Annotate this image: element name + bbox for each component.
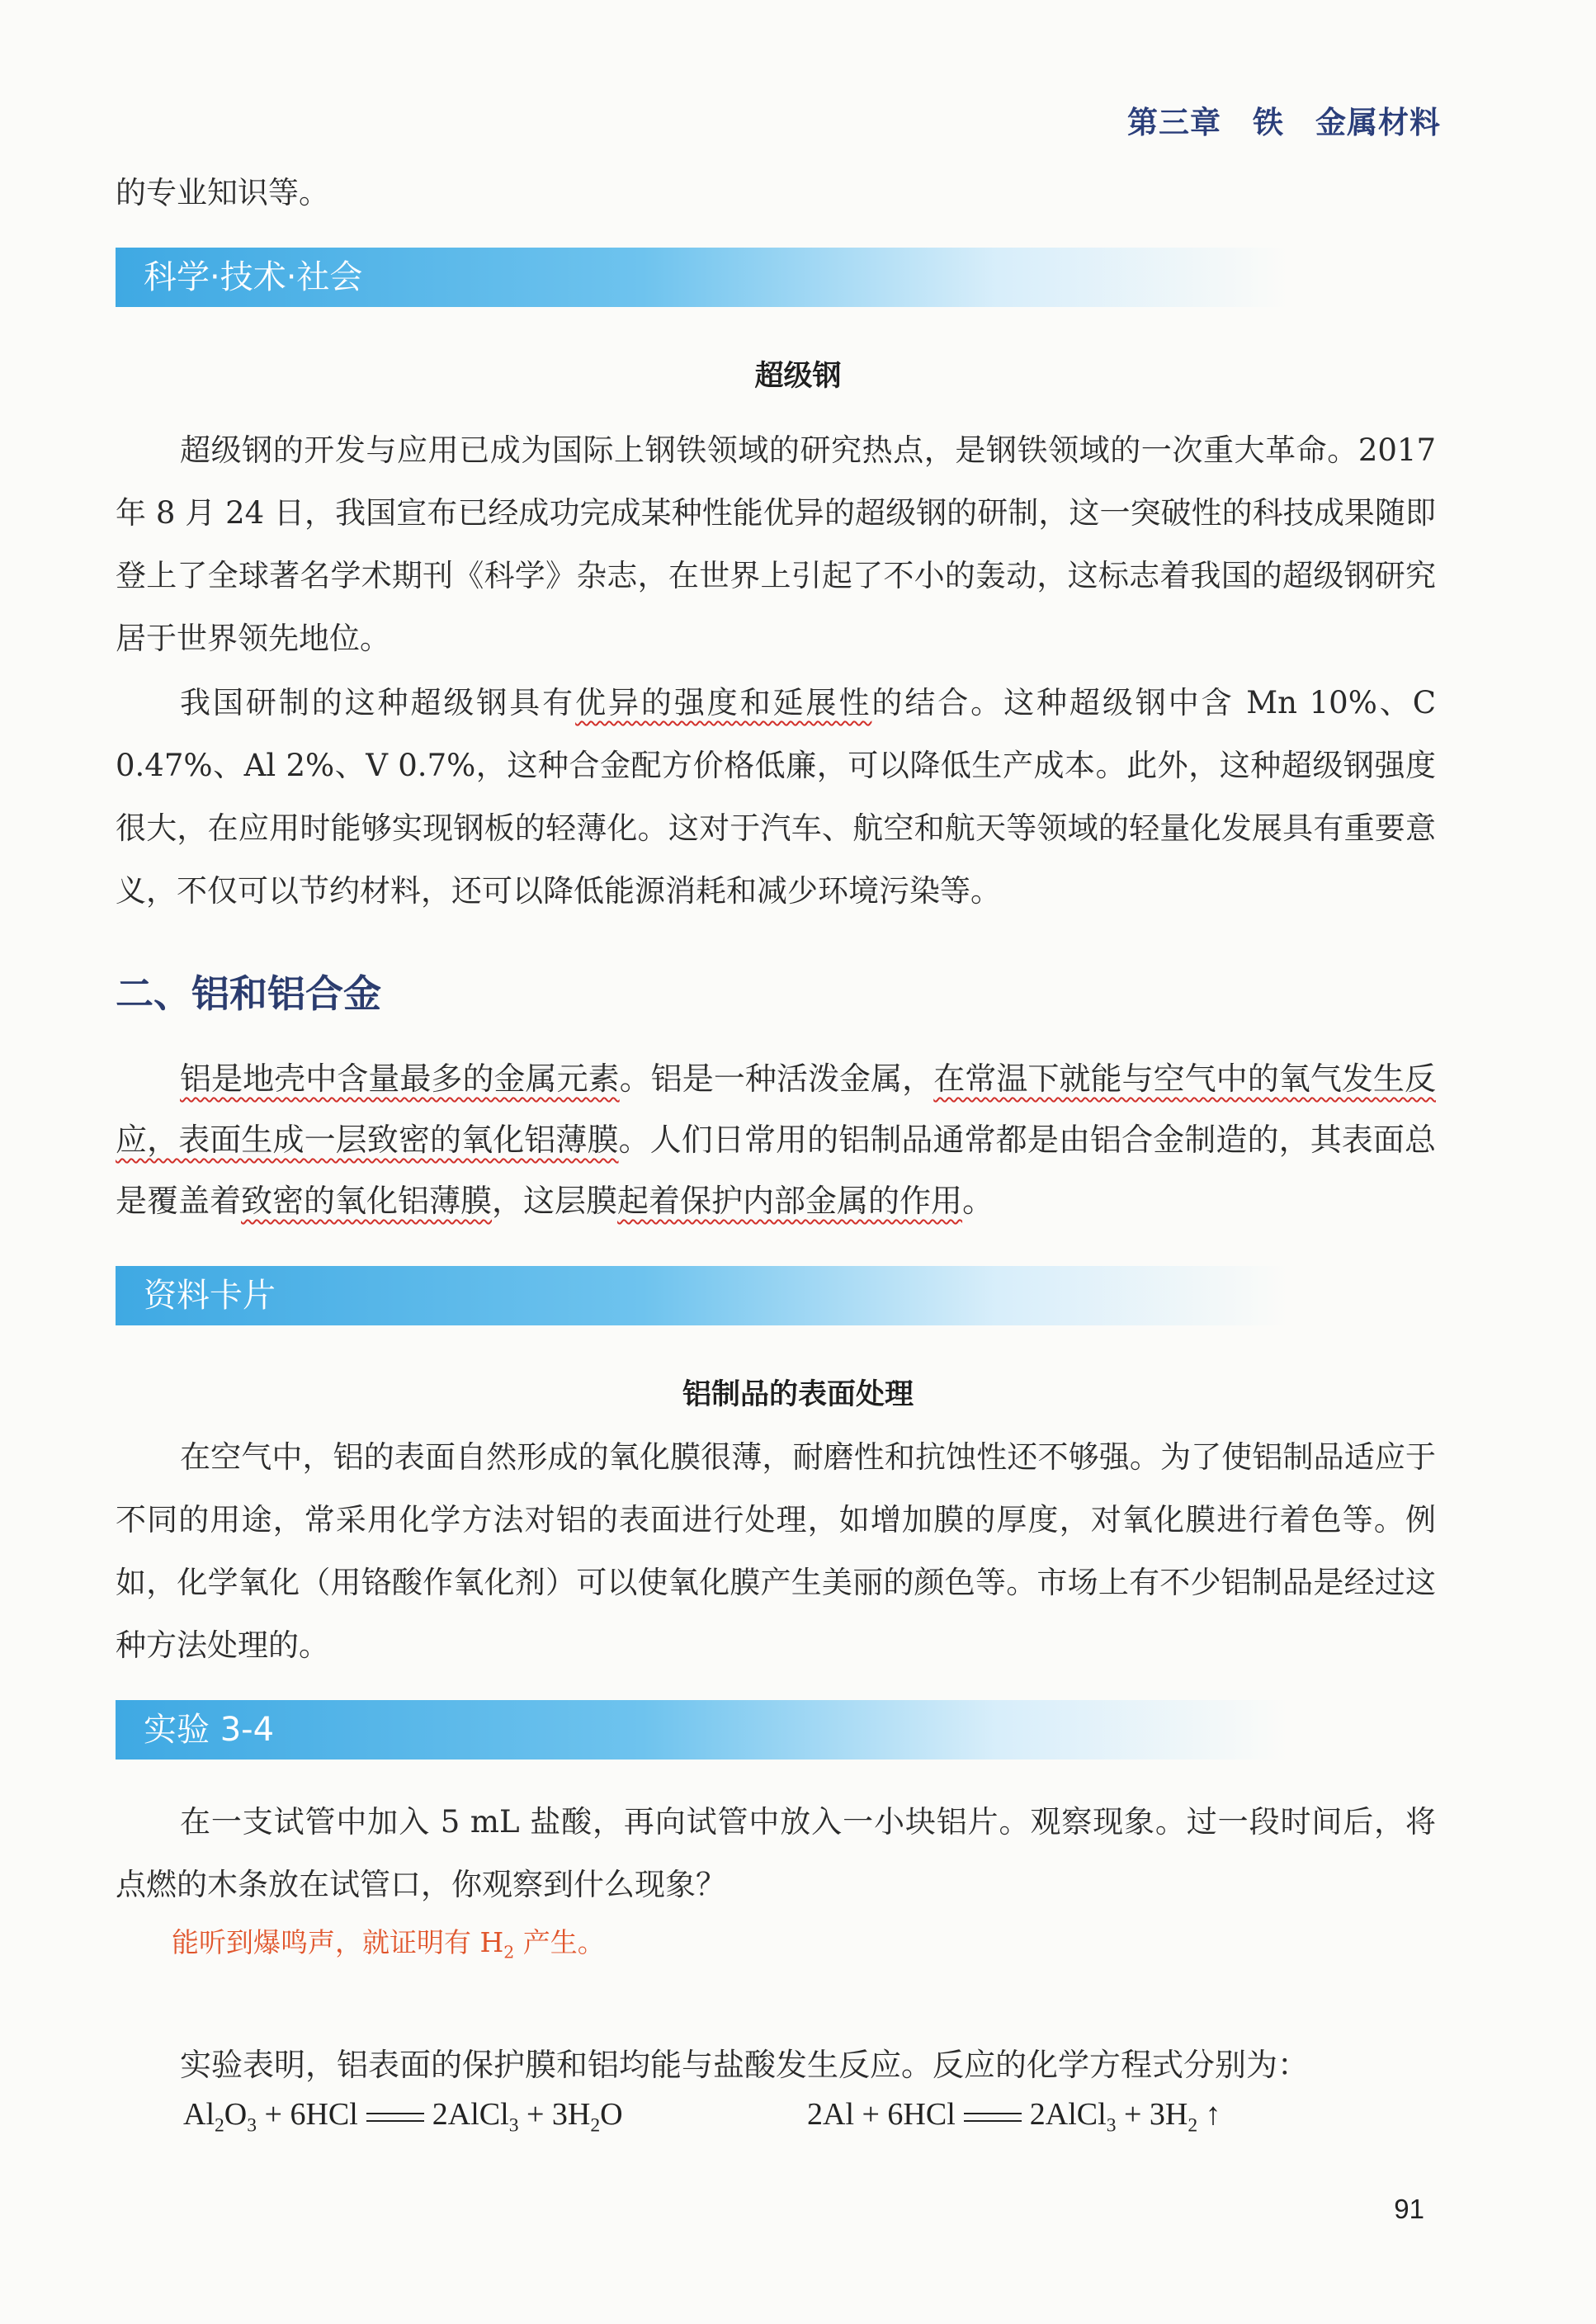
equation-2: 2Al + 6HCl 2AlCl$_3$ + $3H_2$ ↑	[807, 2097, 1221, 2137]
sts-banner-label: 科学·技术·社会	[144, 258, 363, 296]
experiment-banner-label: 实验 3-4	[144, 1711, 275, 1749]
experiment-banner	[116, 1700, 1287, 1760]
experiment-answer: 能听到爆鸣声，就证明有 $H_2$ 产生。	[172, 1926, 605, 1963]
equals-sign	[366, 2113, 424, 2122]
experiment-text: 在一支试管中加入 5 mL 盐酸，再向试管中放入一小块铝片。观察现象。过一段时间后，将点燃的木条放在试管口，你观察到什么现象？	[116, 1804, 1436, 1902]
underline-mark: 致密的氧化铝薄膜	[241, 1183, 493, 1219]
underline-mark: 在常温下就能与空气中的氧气发生反应，表面生成一层致密的氧化铝薄膜	[116, 1060, 1436, 1158]
sts-paragraph-2: 我国研制的这种超级钢具有优异的强度和延展性的结合。这种超级钢中含 Mn 10%、C 0.47%、Al 2%、V 0.7%，这种合金配方价格低廉，可以降低生产成本。此外，这种超级钢强度很大，在应用时能够实现钢板的轻薄化。这对于汽车、航空和航天等领域的轻量化发展具有重要意义，不仅可以节约材料，还可以降低能源消耗和减少环境污染等。	[116, 685, 1437, 909]
section-heading: 二、铝和铝合金	[116, 971, 381, 1016]
gas-arrow: ↑	[1197, 2097, 1221, 2132]
data-card-banner	[116, 1266, 1287, 1325]
underline-mark: 起着保护内部金属的作用	[617, 1183, 963, 1219]
section-paragraph: 铝是地壳中含量最多的金属元素。铝是一种活泼金属，在常温下就能与空气中的氧气发生反应，表面生成一层致密的氧化铝薄膜。人们日常用的铝制品通常都是由铝合金制造的，其表面总是覆盖着致密的氧化铝薄膜，这层膜起着保护内部金属的作用。	[116, 1060, 1436, 1219]
data-card-banner-label: 资料卡片	[144, 1277, 276, 1315]
equals-sign	[964, 2113, 1022, 2122]
chapter-header: 第三章 铁 金属材料	[1127, 105, 1441, 140]
underline-mark: 优异的强度和延展性	[575, 685, 872, 720]
data-card-title: 铝制品的表面处理	[682, 1378, 914, 1411]
sts-paragraph-1: 超级钢的开发与应用已成为国际上钢铁领域的研究热点，是钢铁领域的一次重大革命。2017 年 8 月 24 日，我国宣布已经成功完成某种性能优异的超级钢的研制，这一突破性的科技成果随即登上了全球著名学术期刊《科学》杂志，在世界上引起了不小的轰动，这标志着我国的超级钢研究居于世界领先地位。	[116, 432, 1436, 656]
underline-mark: 铝是地壳中含量最多的金属元素	[180, 1060, 620, 1097]
data-card-text: 在空气中，铝的表面自然形成的氧化膜很薄，耐磨性和抗蚀性还不够强。为了使铝制品适应于不同的用途，常采用化学方法对铝的表面进行处理，如增加膜的厚度，对氧化膜进行着色等。例如，化学氧化（用铬酸作氧化剂）可以使氧化膜产生美丽的颜色等。市场上有不少铝制品是经过这种方法处理的。	[116, 1439, 1436, 1663]
equations	[183, 2096, 1438, 2146]
sts-box-title: 超级钢	[754, 360, 842, 393]
sts-banner	[116, 248, 1287, 307]
intro-tail-text: 的专业知识等。	[116, 175, 329, 210]
conclusion-text: 实验表明，铝表面的保护膜和铝均能与盐酸发生反应。反应的化学方程式分别为：	[180, 2047, 1310, 2083]
page-number: 91	[1394, 2194, 1424, 2224]
equation-1: $Al_2O_3 + 6HCl$ 2AlCl$_3$ + $3H_2O$	[183, 2097, 623, 2137]
